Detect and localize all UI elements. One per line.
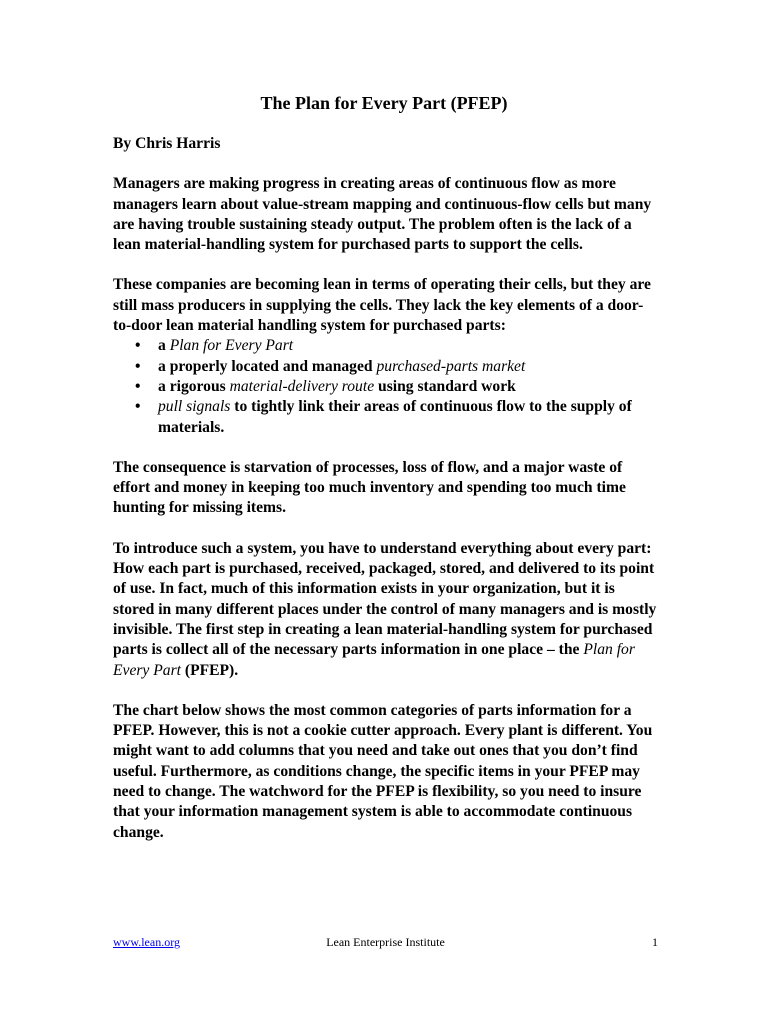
list-item bbox=[113, 357, 658, 377]
paragraph-2: These companies are becoming lean in terms of operating their cells, but they are still mass producers in supplying the cells. They lack the key elements of a door-to-door lean material handling system for purchased parts: bbox=[113, 276, 651, 335]
list-item-text: to tightly link their areas of continuous flow to the supply of materials. bbox=[158, 398, 632, 436]
bullet-icon: • bbox=[135, 377, 141, 395]
list-item-emphasis: purchased-parts market bbox=[376, 357, 526, 375]
paragraph-4-emphasis: Plan for Every Part bbox=[113, 641, 635, 679]
page-footer bbox=[113, 934, 658, 950]
list-item-text: a properly located and managed bbox=[158, 357, 377, 375]
paragraph-4 bbox=[113, 539, 658, 681]
key-elements-list bbox=[113, 336, 658, 437]
list-item-emphasis: Plan for Every Part bbox=[169, 337, 294, 355]
paragraph-4-text-end: (PFEP). bbox=[180, 661, 239, 679]
list-item bbox=[113, 377, 658, 397]
list-item-emphasis: material-delivery route bbox=[229, 377, 375, 395]
bullet-icon: • bbox=[135, 337, 141, 355]
paragraph-1: Managers are making progress in creating areas of continuous flow as more managers learn about value-stream mapping and continuous-flow cells but many are having trouble sustaining steady output. The problem often is the lack of a lean material-handling system for purchased parts to support the cells. bbox=[113, 175, 652, 254]
list-item-text: a bbox=[158, 337, 170, 355]
organization-name: Lean Enterprise Institute bbox=[326, 935, 445, 949]
list-item-emphasis: pull signals bbox=[158, 398, 231, 416]
list-item bbox=[113, 336, 658, 356]
document-body bbox=[113, 134, 658, 863]
bullet-icon: • bbox=[135, 357, 141, 375]
list-item bbox=[113, 397, 658, 438]
document-title: The Plan for Every Part (PFEP) bbox=[260, 93, 508, 113]
bullet-icon: • bbox=[135, 398, 141, 416]
author-line: By Chris Harris bbox=[113, 135, 221, 152]
page-number: 1 bbox=[652, 935, 658, 949]
paragraph-5: The chart below shows the most common categories of parts information for a PFEP. However, this is not a cookie cutter approach. Every plant is different. You might want to add columns that you need and take out ones that you don’t find useful. Furthermore, as conditions change, the specific items in your PFEP may need to change. The watchword for the PFEP is flexibility, so you need to insure that your information management system is able to accommodate continuous change. bbox=[113, 701, 653, 841]
website-link[interactable]: www.lean.org bbox=[113, 935, 180, 949]
paragraph-4-text: To introduce such a system, you have to understand everything about every part: How each part is purchased, received, packaged, stored, and delivered to its point of use. In fact, much of this information exists in your organization, but it is stored in many different places under the control of many managers and is mostly invisible. The first step in creating a lean material-handling system for purchased parts is collect all of the necessary parts information in one place – the bbox=[113, 539, 657, 659]
paragraph-3: The consequence is starvation of processes, loss of flow, and a major waste of effort and money in keeping too much inventory and spending too much time hunting for missing items. bbox=[113, 458, 626, 517]
list-item-text: using standard work bbox=[374, 377, 516, 395]
list-item-text: a rigorous bbox=[158, 377, 230, 395]
